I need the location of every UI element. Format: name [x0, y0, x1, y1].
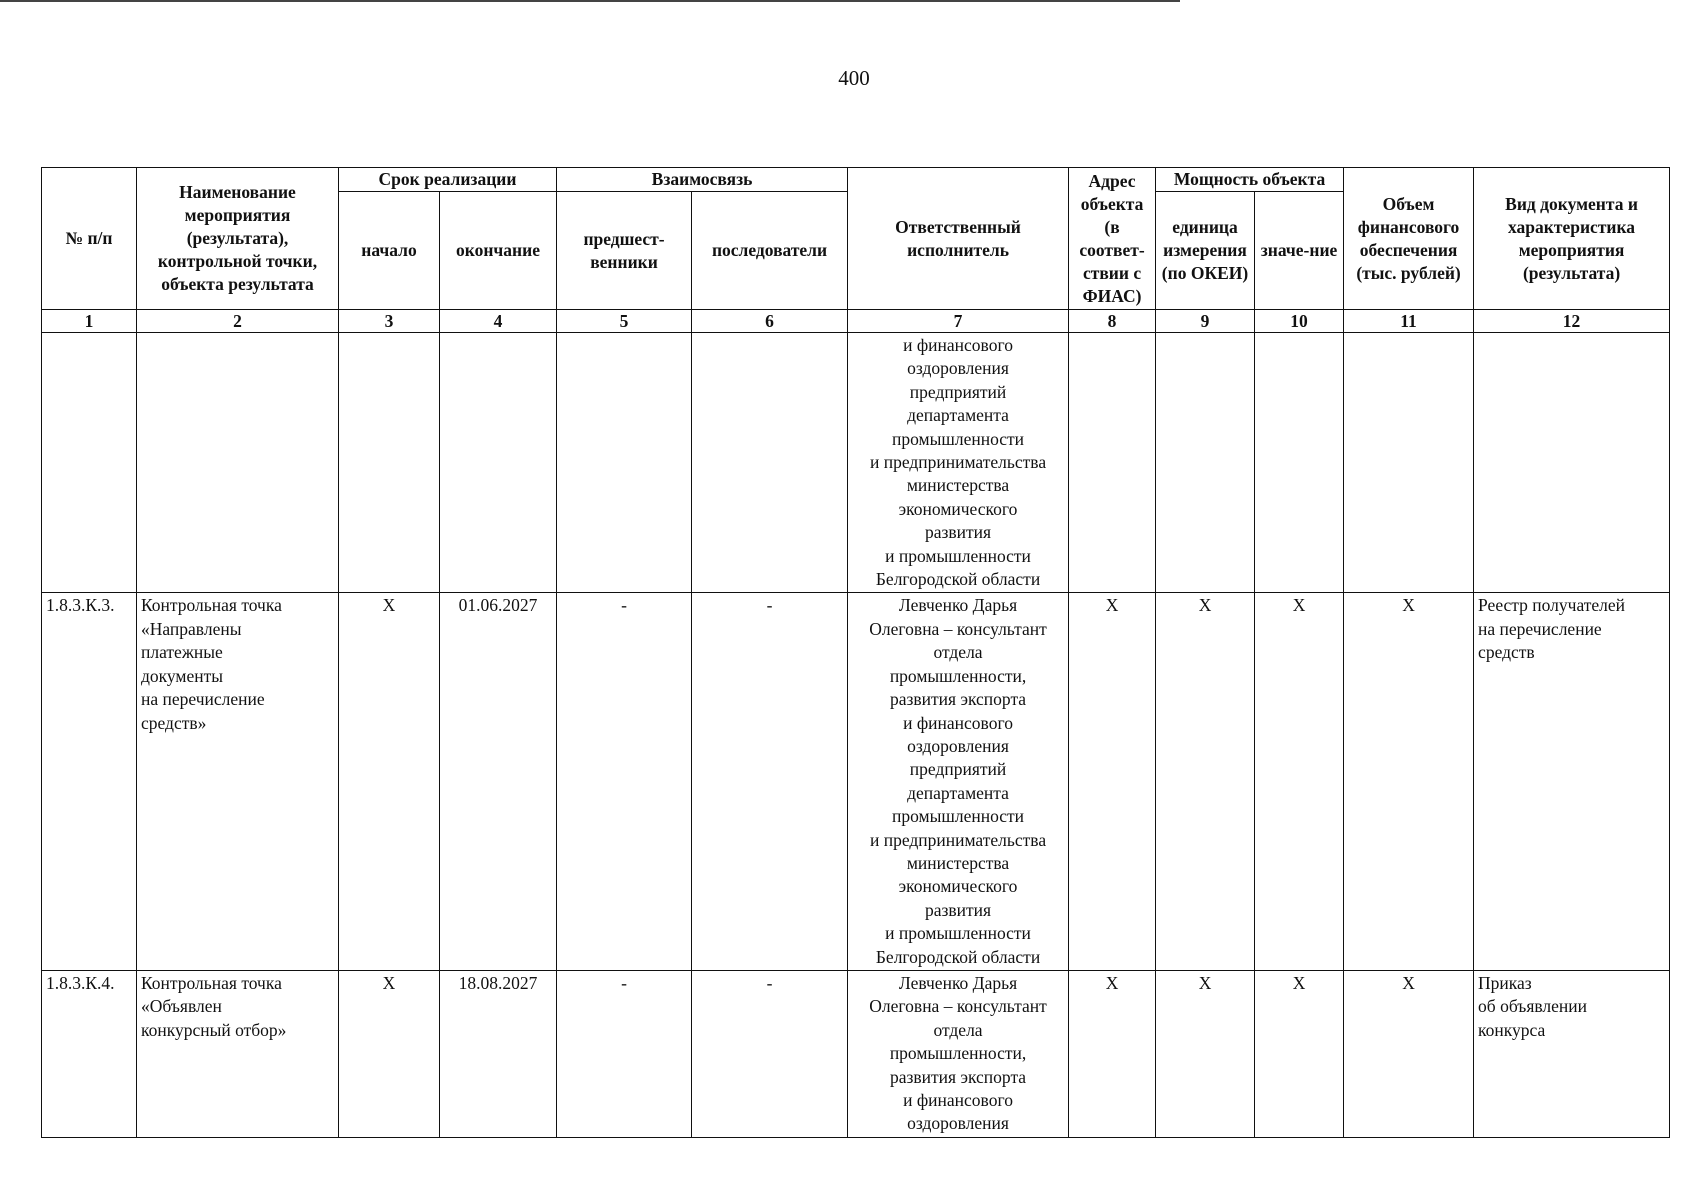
cell-num: 1.8.3.К.4. — [42, 970, 137, 1137]
cell-empty — [557, 333, 692, 593]
table-header — [42, 168, 1670, 333]
cell-responsible: Левченко Дарья Олеговна – консультант отдела промышленности, развития экспорта и финансового оздоровления предприятий департамента промышленности и предпринимательства министерства экономического развития и промышленности Белгородской области — [848, 593, 1069, 971]
column-number: 11 — [1344, 310, 1474, 333]
cell-finance: X — [1344, 593, 1474, 971]
header-address: Адрес объекта (в соответ-ствии с ФИАС) — [1069, 168, 1156, 310]
cell-prev: - — [557, 593, 692, 971]
header-link-next: последователи — [692, 192, 848, 310]
column-number: 7 — [848, 310, 1069, 333]
cell-empty — [1069, 333, 1156, 593]
column-number: 10 — [1255, 310, 1344, 333]
column-number: 9 — [1156, 310, 1255, 333]
cell-address: X — [1069, 970, 1156, 1137]
header-link-prev: предшест-венники — [557, 192, 692, 310]
table-row-continuation — [42, 333, 1670, 593]
cell-finance: X — [1344, 970, 1474, 1137]
header-capacity-unit: единица измерения (по ОКЕИ) — [1156, 192, 1255, 310]
table-body — [42, 333, 1670, 1138]
cell-doc: Приказ об объявлении конкурса — [1474, 970, 1670, 1137]
cell-empty — [42, 333, 137, 593]
header-term-start: начало — [339, 192, 440, 310]
header-term-end: окончание — [440, 192, 557, 310]
cell-address: X — [1069, 593, 1156, 971]
cell-unit: X — [1156, 593, 1255, 971]
cell-doc: Реестр получателей на перечисление средств — [1474, 593, 1670, 971]
column-number: 4 — [440, 310, 557, 333]
header-responsible: Ответственный исполнитель — [848, 168, 1069, 310]
scan-edge-line — [0, 0, 1180, 2]
header-num: № п/п — [42, 168, 137, 310]
cell-empty — [1344, 333, 1474, 593]
column-number: 3 — [339, 310, 440, 333]
column-number: 1 — [42, 310, 137, 333]
header-name: Наименование мероприятия (результата), контрольной точки, объекта результата — [137, 168, 339, 310]
cell-end: 01.06.2027 — [440, 593, 557, 971]
header-doc: Вид документа и характеристика мероприятия (результата) — [1474, 168, 1670, 310]
cell-responsible: и финансового оздоровления предприятий департамента промышленности и предпринимательства министерства экономического развития и промышленности Белгородской области — [848, 333, 1069, 593]
cell-empty — [692, 333, 848, 593]
cell-responsible: Левченко Дарья Олеговна – консультант отдела промышленности, развития экспорта и финансового оздоровления — [848, 970, 1069, 1137]
cell-start: X — [339, 593, 440, 971]
header-capacity-group: Мощность объекта — [1156, 168, 1344, 192]
cell-next: - — [692, 593, 848, 971]
cell-start: X — [339, 970, 440, 1137]
header-capacity-value: значе-ние — [1255, 192, 1344, 310]
cell-prev: - — [557, 970, 692, 1137]
cell-name: Контрольная точка «Направлены платежные документы на перечисление средств» — [137, 593, 339, 971]
header-finance: Объем финансового обеспечения (тыс. рублей) — [1344, 168, 1474, 310]
column-number: 8 — [1069, 310, 1156, 333]
cell-empty — [1255, 333, 1344, 593]
header-link-group: Взаимосвязь — [557, 168, 848, 192]
table-row — [42, 970, 1670, 1137]
cell-empty — [137, 333, 339, 593]
table-row — [42, 593, 1670, 971]
cell-num: 1.8.3.К.3. — [42, 593, 137, 971]
cell-value: X — [1255, 970, 1344, 1137]
cell-next: - — [692, 970, 848, 1137]
cell-empty — [1156, 333, 1255, 593]
cell-value: X — [1255, 593, 1344, 971]
cell-end: 18.08.2027 — [440, 970, 557, 1137]
header-term-group: Срок реализации — [339, 168, 557, 192]
plan-table — [41, 167, 1670, 1138]
page-number: 400 — [838, 66, 870, 90]
cell-empty — [440, 333, 557, 593]
column-number: 12 — [1474, 310, 1670, 333]
cell-empty — [1474, 333, 1670, 593]
cell-unit: X — [1156, 970, 1255, 1137]
column-number: 2 — [137, 310, 339, 333]
cell-name: Контрольная точка «Объявлен конкурсный отбор» — [137, 970, 339, 1137]
column-number: 5 — [557, 310, 692, 333]
column-number: 6 — [692, 310, 848, 333]
cell-empty — [339, 333, 440, 593]
